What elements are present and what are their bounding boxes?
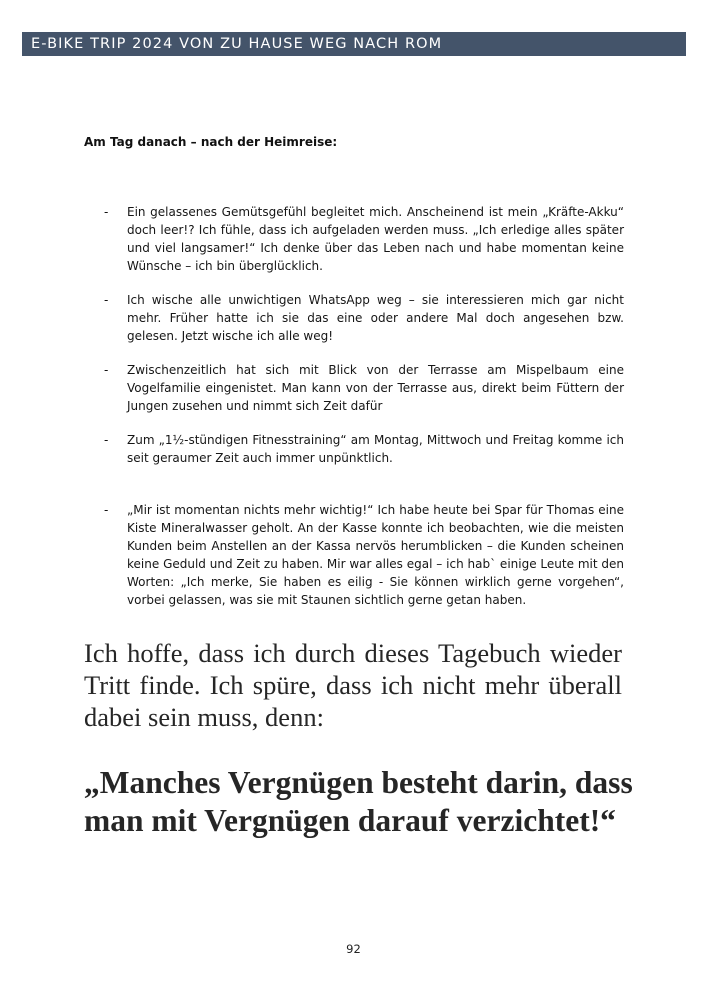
diary-entry <box>104 501 624 609</box>
bullet-dash: - <box>104 363 109 377</box>
header-title: E-BIKE TRIP 2024 VON ZU HAUSE WEG NACH ROM <box>31 36 443 52</box>
bullet-dash: - <box>104 293 109 307</box>
diary-entry <box>104 431 624 467</box>
bullet-dash: - <box>104 205 109 219</box>
closing-paragraph: Ich hoffe, dass ich durch dieses Tagebuch wieder Tritt finde. Ich spüre, dass ich nicht mehr überall dabei sein muss, denn: <box>84 638 622 732</box>
diary-entry-text: Ein gelassenes Gemütsgefühl begleitet mich. Anscheinend ist mein „Kräfte-Akku“ doch leer!? Ich fühle, dass ich aufgeladen werden muss. „Ich erledige alles später und viel langsamer!“ Ich denke über das Leben nach und habe momentan keine Wünsche – ich bin überglücklich. <box>127 205 624 273</box>
bullet-dash: - <box>104 433 109 447</box>
diary-entry-text: Zum „1½-stündigen Fitnesstraining“ am Montag, Mittwoch und Freitag komme ich seit geraumer Zeit auch immer unpünktlich. <box>127 433 624 465</box>
diary-entry-text: „Mir ist momentan nichts mehr wichtig!“ Ich habe heute bei Spar für Thomas eine Kiste Mineralwasser geholt. An der Kasse konnte ich beobachten, wie die meisten Kunden beim Anstellen an der Kassa nervös herumblicken – die Kunden scheinen keine Geduld und Zeit zu haben. Mir war alles egal – ich hab` einige Leute mit den Worten: „Ich merke, Sie haben es eilig - Sie können wirklich gerne vorgehen“, vorbei gelassen, was sie mit Staunen sichtlich gerne getan haben. <box>127 503 624 607</box>
page-number: 92 <box>346 942 361 956</box>
diary-entry-text: Zwischenzeitlich hat sich mit Blick von der Terrasse am Mispelbaum eine Vogelfamilie eingenistet. Man kann von der Terrasse aus, direkt beim Füttern der Jungen zusehen und nimmt sich Zeit dafür <box>127 363 624 413</box>
diary-entry <box>104 203 624 275</box>
diary-entry-list <box>104 203 624 609</box>
diary-entry <box>104 361 624 415</box>
section-heading: Am Tag danach – nach der Heimreise: <box>84 135 338 149</box>
bullet-dash: - <box>104 503 109 517</box>
closing-quote: „Manches Vergnügen besteht darin, dass man mit Vergnügen darauf verzichtet!“ <box>84 765 633 838</box>
diary-entry <box>104 291 624 345</box>
running-header <box>22 32 686 56</box>
diary-entry-text: Ich wische alle unwichtigen WhatsApp weg – sie interessieren mich gar nicht mehr. Früher hatte ich sie das eine oder andere Mal doch angesehen bzw. gelesen. Jetzt wische ich alle weg! <box>127 293 624 343</box>
